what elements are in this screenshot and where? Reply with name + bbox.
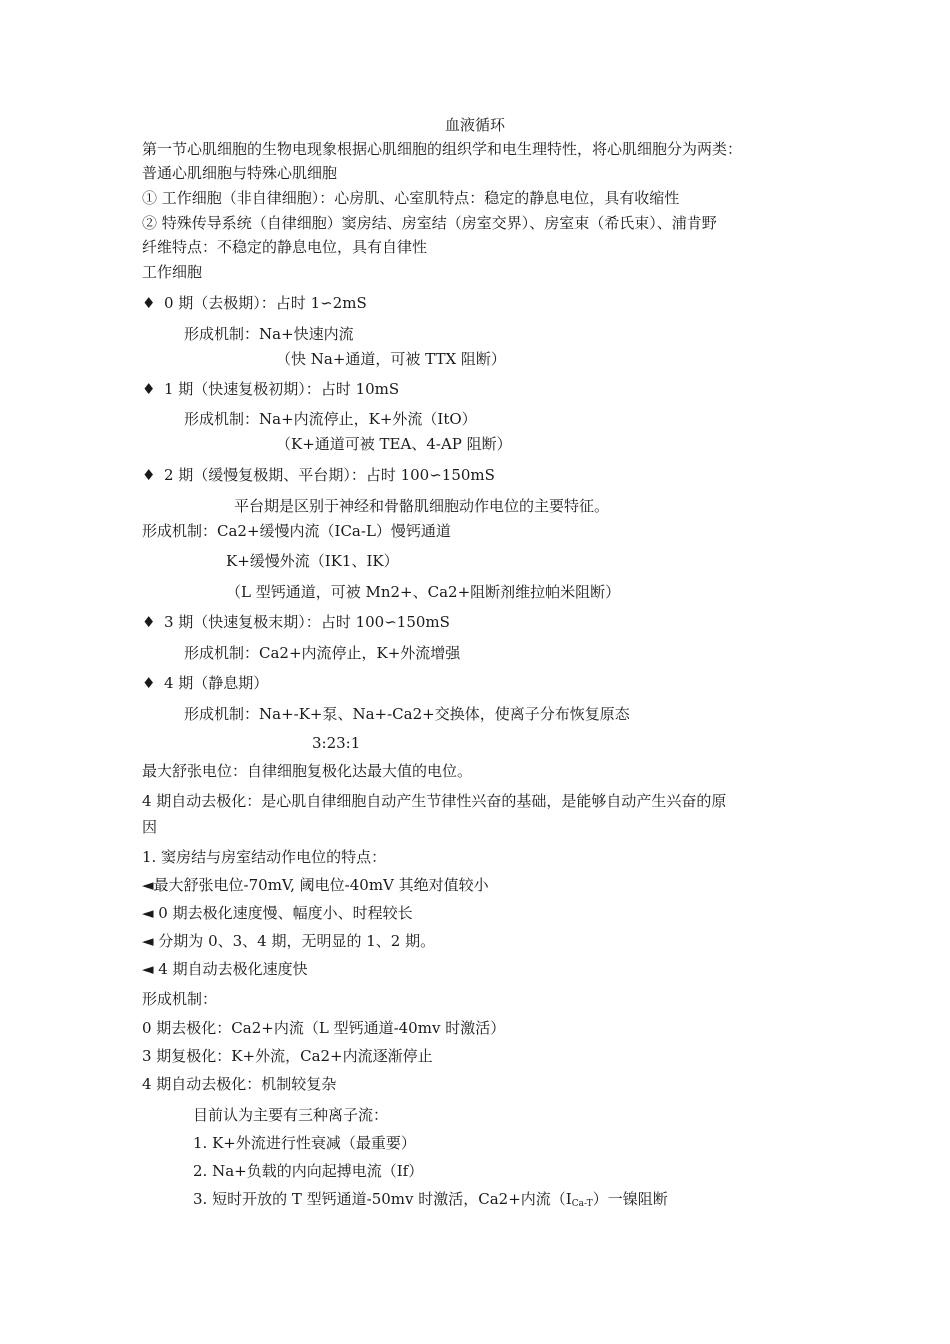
max-diastolic-potential: 最大舒张电位：自律细胞复极化达最大值的电位。 [142,762,473,780]
current-item-3 [193,1189,668,1214]
sa-node-feature-2: ◄ 0 期去极化速度慢、幅度小、时程较长 [142,904,413,922]
current-item-3-sub: Ca-T [571,1199,593,1209]
phase1-heading [142,379,399,399]
phase4-heading [142,673,268,693]
intro-item-1: ① 工作细胞（非自律细胞）：心房肌、心室肌特点：稳定的静息电位，具有收缩性 [142,189,680,207]
sa-node-feature-3: ◄ 分期为 0、3、4 期，无明显的 1、2 期。 [142,932,436,950]
auto-depolarization-b: 因 [142,818,158,836]
phase4-head-text: 4 期（静息期） [164,674,269,692]
phase1-mechanism: 形成机制：Na+内流停止，K+外流（ItO） [184,410,477,428]
phase1-note: （K+通道可被 TEA、4-AP 阻断） [276,435,512,453]
sa-node-feature-1: ◄最大舒张电位-70mV, 阈电位-40mV 其绝对值较小 [142,876,489,894]
current-item-3-pre: 3. 短时开放的 T 型钙通道-50mv 时激活，Ca2+内流（I [193,1190,572,1208]
phase2-head-text: 2 期（缓慢复极期、平台期）：占时 100∽150mS [164,466,495,484]
current-item-3-post: ）一镍阻断 [592,1190,668,1208]
diamond-bullet-icon: ♦ [142,613,156,631]
currents-intro: 目前认为主要有三种离子流： [193,1106,389,1124]
diamond-bullet-icon: ♦ [142,294,156,312]
auto-depolarization-a: 4 期自动去极化：是心肌自律细胞自动产生节律性兴奋的基础，是能够自动产生兴奋的原 [142,792,727,810]
phase2-mechanism: 形成机制：Ca2+缓慢内流（ICa-L）慢钙通道 [142,522,451,540]
section-work-cell: 工作细胞 [142,263,203,281]
current-item-2: 2. Na+负载的内向起搏电流（If） [193,1162,424,1180]
phase4-ratio: 3:23:1 [312,734,361,752]
sa-node-feature-4: ◄ 4 期自动去极化速度快 [142,960,308,978]
mechanism-phase0: 0 期去极化：Ca2+内流（L 型钙通道-40mv 时激活） [142,1019,506,1037]
intro-item-2b: 纤维特点：不稳定的静息电位，具有自律性 [142,238,428,256]
phase4-mechanism: 形成机制：Na+-K+泵、Na+-Ca2+交换体，使离子分布恢复原态 [184,705,630,723]
mechanism-phase3: 3 期复极化：K+外流，Ca2+内流逐渐停止 [142,1047,433,1065]
phase3-mechanism: 形成机制：Ca2+内流停止，K+外流增强 [184,644,461,662]
intro-item-2a: ② 特殊传导系统（自律细胞）窦房结、房室结（房室交界）、房室束（希氏束）、浦肯野 [142,214,717,232]
diamond-bullet-icon: ♦ [142,466,156,484]
phase2-k-efflux: K+缓慢外流（IK1、IK） [226,552,399,570]
mechanism-heading: 形成机制： [142,990,218,1008]
intro-line-1: 第一节心肌细胞的生物电现象根据心肌细胞的组织学和电生理特性，将心肌细胞分为两类： [142,140,743,158]
phase1-head-text: 1 期（快速复极初期）：占时 10mS [164,380,400,398]
phase2-plateau: 平台期是区别于神经和骨骼肌细胞动作电位的主要特征。 [234,497,610,515]
phase0-heading [142,293,367,313]
phase2-note: （L 型钙通道，可被 Mn2+、Ca2+阻断剂维拉帕米阻断） [226,583,621,601]
phase0-head-text: 0 期（去极期）：占时 1∽2mS [164,294,367,312]
intro-line-2: 普通心肌细胞与特殊心肌细胞 [142,164,338,182]
diamond-bullet-icon: ♦ [142,674,156,692]
sa-node-heading: 1. 窦房结与房室结动作电位的特点： [142,848,387,866]
diamond-bullet-icon: ♦ [142,380,156,398]
phase0-mechanism: 形成机制：Na+快速内流 [184,325,354,343]
phase2-heading [142,465,495,485]
phase3-heading [142,612,450,632]
current-item-1: 1. K+外流进行性衰减（最重要） [193,1134,416,1152]
phase3-head-text: 3 期（快速复极末期）：占时 100∽150mS [164,613,450,631]
mechanism-phase4: 4 期自动去极化：机制较复杂 [142,1075,337,1093]
page-title: 血液循环 [444,116,505,134]
phase0-note: （快 Na+通道，可被 TTX 阻断） [276,350,506,368]
